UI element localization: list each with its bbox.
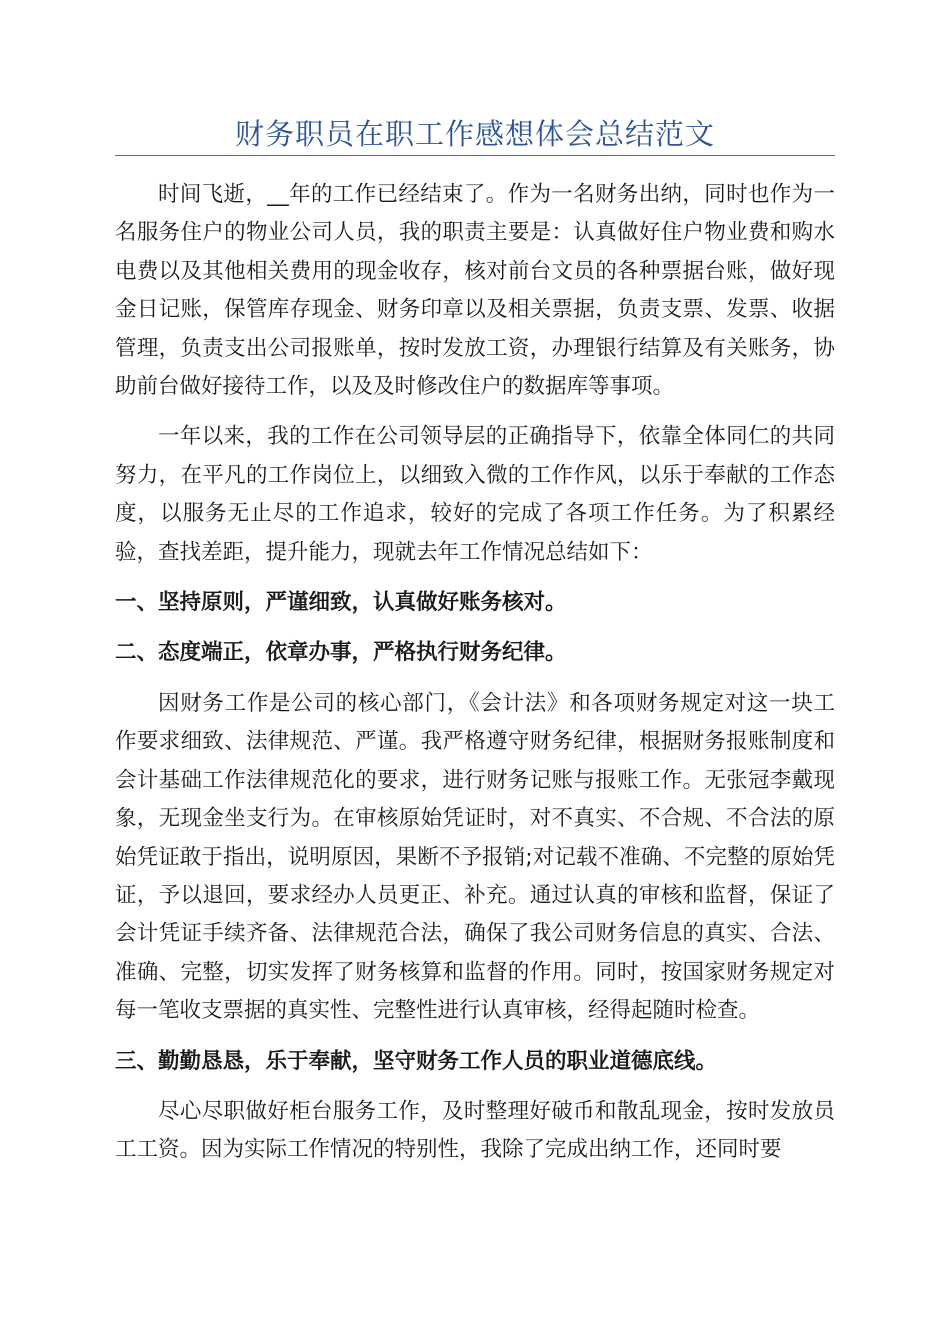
document-body [115, 176, 835, 1170]
section-heading-3: 三、勤勤恳恳，乐于奉献，坚守财务工作人员的职业道德底线。 [115, 1048, 718, 1074]
paragraph-discipline: 因财务工作是公司的核心部门，《会计法》和各项财务规定对这一块工作要求细致、法律规范、严谨。我严格遵守财务纪律，根据财务报账制度和会计基础工作法律规范化的要求，进行财务记账与报账工作。无张冠李戴现象，无现金坐支行为。在审核原始凭证时，对不真实、不合规、不合法的原始凭证敢于指出，说明原因，果断不予报销;对记载不准确、不完整的原始凭证，予以退回，要求经办人员更正、补充。通过认真的审核和监督，保证了会计凭证手续齐备、法律规范合法，确保了我公司财务信息的真实、合法、准确、完整，切实发挥了财务核算和监督的作用。同时，按国家财务规定对每一笔收支票据的真实性、完整性进行认真审核，经得起随时检查。 [115, 690, 835, 1024]
paragraph-intro: 时间飞逝，__年的工作已经结束了。作为一名财务出纳，同时也作为一名服务住户的物业公司人员，我的职责主要是：认真做好住户物业费和购水电费以及其他相关费用的现金收存，核对前台文员的各种票据台账，做好现金日记账，保管库存现金、财务印章以及相关票据，负责支票、发票、收据管理，负责支出公司报账单，按时发放工资，办理银行结算及有关账务，协助前台做好接待工作，以及及时修改住户的数据库等事项。 [115, 182, 835, 400]
section-heading-2: 二、态度端正，依章办事，严格执行财务纪律。 [115, 640, 567, 666]
title-underline [115, 155, 835, 156]
document-title: 财务职员在职工作感想体会总结范文 [234, 117, 715, 151]
section-heading-1: 一、坚持原则，严谨细致，认真做好账务核对。 [115, 590, 567, 616]
paragraph-service: 尽心尽职做好柜台服务工作，及时整理好破币和散乱现金，按时发放员工工资。因为实际工作情况的特别性，我除了完成出纳工作，还同时要 [115, 1098, 835, 1163]
paragraph-summary: 一年以来，我的工作在公司领导层的正确指导下，依靠全体同仁的共同努力，在平凡的工作岗位上，以细致入微的工作作风，以乐于奉献的工作态度，以服务无止尽的工作追求，较好的完成了各项工作任务。为了积累经验，查找差距，提升能力，现就去年工作情况总结如下： [115, 424, 835, 565]
